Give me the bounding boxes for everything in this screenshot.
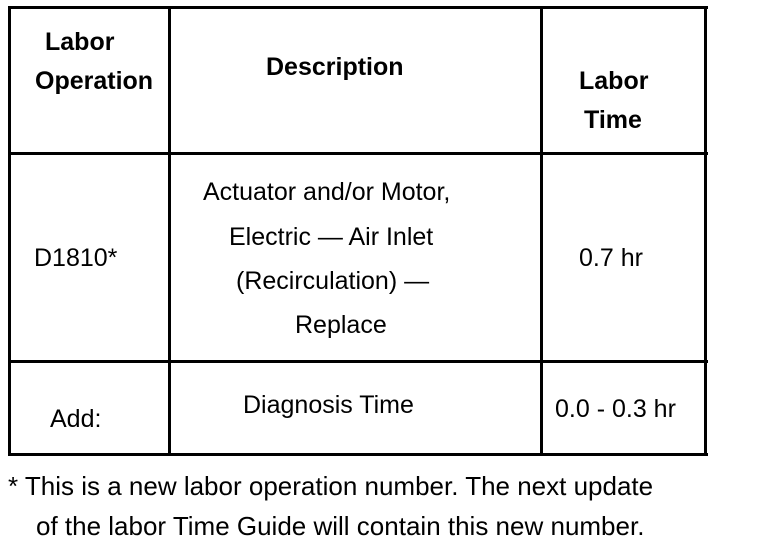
table-row-divider (8, 360, 708, 363)
header-labor-time-line2: Time (584, 106, 642, 134)
row1-operation: D1810* (34, 244, 118, 272)
row2-time: 0.0 - 0.3 hr (555, 395, 676, 423)
footnote-line2: of the labor Time Guide will contain this new number. (36, 511, 645, 541)
header-labor-operation-line2: Operation (35, 67, 154, 95)
row1-description-line4: Replace (295, 311, 387, 339)
table-border-right (704, 6, 707, 456)
header-labor-operation-line1: Labor (45, 28, 115, 56)
row1-time: 0.7 hr (579, 244, 643, 272)
table-border-bottom (8, 453, 708, 456)
table-border-top (8, 6, 708, 9)
table-border-left (8, 6, 11, 456)
table-column-divider-1 (168, 6, 171, 456)
row1-description-line2: Electric — Air Inlet (229, 223, 434, 251)
header-description: Description (266, 53, 404, 81)
row2-operation: Add: (50, 405, 102, 433)
row1-description-line3: (Recirculation) — (236, 267, 430, 295)
table-header-divider (8, 152, 708, 155)
row2-description: Diagnosis Time (243, 391, 414, 419)
footnote-line1: * This is a new labor operation number. The next update (8, 471, 654, 501)
table-column-divider-2 (540, 6, 543, 456)
row1-description-line1: Actuator and/or Motor, (203, 178, 451, 206)
header-labor-time-line1: Labor (579, 67, 649, 95)
